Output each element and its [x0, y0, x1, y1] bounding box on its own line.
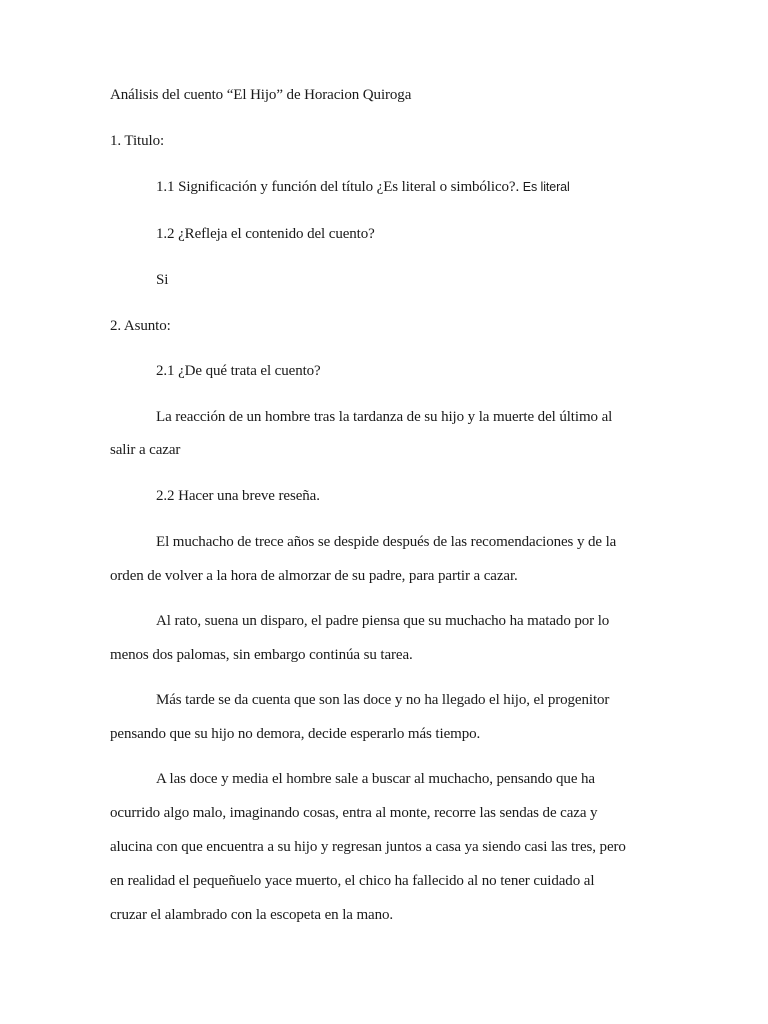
question-1-2-answer: Si	[156, 272, 169, 288]
question-1-1-answer: Es literal	[522, 180, 570, 194]
summary-paragraph-line: menos dos palomas, sin embargo continúa su tarea.	[110, 647, 413, 663]
summary-paragraph-line: Al rato, suena un disparo, el padre piensa que su muchacho ha matado por lo	[156, 613, 610, 629]
question-1-2-text: 1.2 ¿Refleja el contenido del cuento?	[156, 226, 375, 242]
question-2-1-text: 2.1 ¿De qué trata el cuento?	[156, 363, 321, 379]
summary-paragraph-line: orden de volver a la hora de almorzar de su padre, para partir a cazar.	[110, 568, 518, 584]
summary-paragraph-line: pensando que su hijo no demora, decide esperarlo más tiempo.	[110, 726, 481, 742]
summary-paragraph-line: A las doce y media el hombre sale a buscar al muchacho, pensando que ha	[156, 771, 595, 787]
summary-paragraph-line: Más tarde se da cuenta que son las doce y no ha llegado el hijo, el progenitor	[156, 692, 610, 708]
question-1-1	[156, 178, 570, 196]
question-2-1-answer-line: La reacción de un hombre tras la tardanza de su hijo y la muerte del último al	[156, 409, 613, 425]
question-2-1-answer-line: salir a cazar	[110, 442, 181, 458]
summary-paragraph-line: El muchacho de trece años se despide después de las recomendaciones y de la	[156, 534, 617, 550]
document-title: Análisis del cuento “El Hijo” de Horacion Quiroga	[110, 87, 412, 103]
section-2-heading: 2. Asunto:	[110, 318, 171, 334]
summary-paragraph-line: ocurrido algo malo, imaginando cosas, entra al monte, recorre las sendas de caza y	[110, 805, 598, 821]
question-1-1-text: 1.1 Significación y función del título ¿Es literal o simbólico?.	[156, 179, 520, 195]
summary-paragraph-line: cruzar el alambrado con la escopeta en la mano.	[110, 907, 394, 923]
section-1-heading: 1. Titulo:	[110, 133, 165, 149]
question-2-2-text: 2.2 Hacer una breve reseña.	[156, 488, 320, 504]
summary-paragraph-line: en realidad el pequeñuelo yace muerto, el chico ha fallecido al no tener cuidado al	[110, 873, 595, 889]
summary-paragraph-line: alucina con que encuentra a su hijo y regresan juntos a casa ya siendo casi las tres, pero	[110, 839, 626, 855]
